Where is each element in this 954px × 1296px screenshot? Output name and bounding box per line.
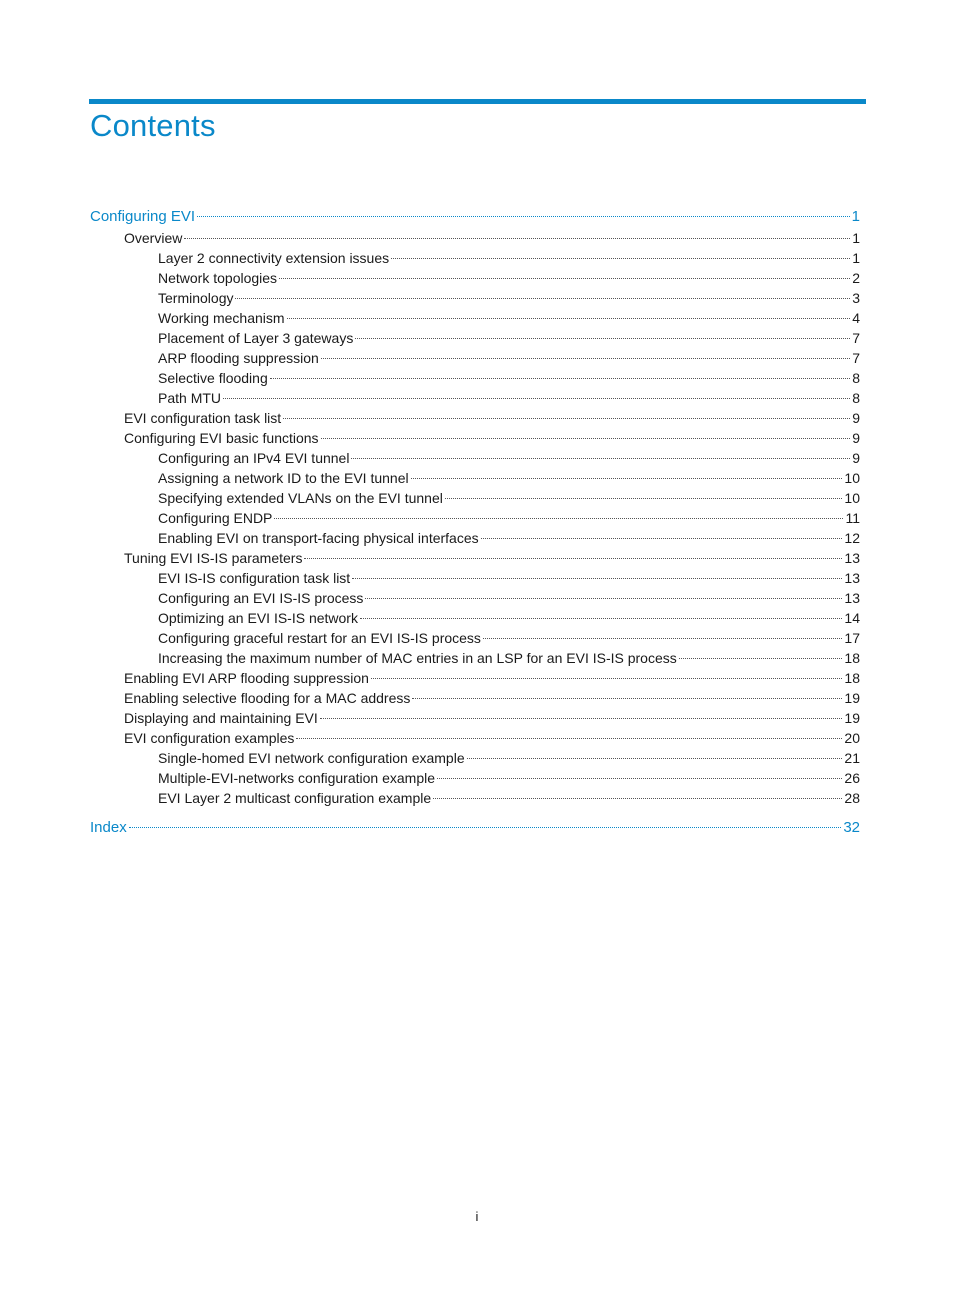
toc-entry[interactable] [90, 688, 860, 708]
toc-entry[interactable] [90, 728, 860, 748]
toc-entry-title: Assigning a network ID to the EVI tunnel [158, 470, 409, 486]
toc-entry-page: 7 [852, 350, 860, 366]
toc-entry-title: EVI configuration examples [124, 730, 295, 746]
toc-dot-leader [321, 358, 850, 359]
toc-entry[interactable] [90, 468, 860, 488]
toc-entry-title: Configuring graceful restart for an EVI IS-IS process [158, 630, 481, 646]
toc-entry[interactable] [90, 548, 860, 568]
toc-entry-page: 13 [844, 570, 860, 586]
toc-entry-title: Multiple-EVI-networks configuration example [158, 770, 436, 786]
toc-entry[interactable] [90, 568, 860, 588]
toc-entry-title: Configuring EVI basic functions [124, 430, 319, 446]
toc-entry-title: Specifying extended VLANs on the EVI tunnel [158, 490, 443, 506]
toc-entry[interactable] [90, 608, 860, 628]
toc-entry[interactable] [90, 448, 860, 468]
toc-dot-leader [371, 678, 843, 679]
toc-entry-page: 9 [852, 450, 860, 466]
top-rule [89, 99, 866, 104]
toc-dot-leader [411, 478, 843, 479]
toc-entry-title: Overview [124, 230, 183, 246]
toc-entry-page: 18 [844, 670, 860, 686]
toc-entry-page: 10 [844, 470, 860, 486]
toc-entry-title: Index [90, 819, 127, 836]
toc-entry[interactable] [90, 348, 860, 368]
toc-dot-leader [679, 658, 843, 659]
toc-dot-leader [481, 538, 843, 539]
toc-entry[interactable] [90, 268, 860, 288]
toc-entry-page: 32 [843, 819, 860, 836]
toc-entry[interactable] [90, 788, 860, 808]
toc-entry-title: Configuring ENDP [158, 510, 273, 526]
toc-entry-page: 12 [844, 530, 860, 546]
toc-entry[interactable] [90, 768, 860, 788]
toc-entry-page: 2 [852, 270, 860, 286]
toc-entry-title: Configuring an IPv4 EVI tunnel [158, 450, 350, 466]
toc-dot-leader [287, 318, 851, 319]
toc-entry-page: 4 [852, 310, 860, 326]
toc-entry[interactable] [90, 508, 860, 528]
toc-entry[interactable] [90, 368, 860, 388]
toc-entry[interactable] [90, 817, 860, 839]
toc-entry[interactable] [90, 248, 860, 268]
toc-entry-page: 13 [844, 550, 860, 566]
toc-entry-title: EVI configuration task list [124, 410, 282, 426]
toc-entry[interactable] [90, 288, 860, 308]
toc-entry-page: 20 [844, 730, 860, 746]
toc-dot-leader [274, 518, 843, 519]
table-of-contents [90, 206, 860, 839]
toc-entry[interactable] [90, 228, 860, 248]
toc-dot-leader [304, 558, 842, 559]
toc-entry-page: 1 [852, 230, 860, 246]
toc-dot-leader [197, 216, 850, 217]
toc-entry[interactable] [90, 668, 860, 688]
toc-entry-page: 18 [844, 650, 860, 666]
toc-entry-page: 9 [852, 430, 860, 446]
toc-entry-page: 26 [844, 770, 860, 786]
toc-entry-page: 14 [844, 610, 860, 626]
toc-entry[interactable] [90, 388, 860, 408]
toc-entry[interactable] [90, 308, 860, 328]
toc-entry-title: Placement of Layer 3 gateways [158, 330, 354, 346]
toc-entry-title: Increasing the maximum number of MAC entries in an LSP for an EVI IS-IS process [158, 650, 677, 666]
toc-entry[interactable] [90, 528, 860, 548]
toc-dot-leader [351, 458, 850, 459]
toc-entry-page: 13 [844, 590, 860, 606]
toc-dot-leader [437, 778, 842, 779]
toc-dot-leader [360, 618, 842, 619]
toc-entry-page: 19 [844, 710, 860, 726]
toc-entry-page: 11 [845, 510, 860, 526]
toc-entry-title: Path MTU [158, 390, 222, 406]
toc-entry-page: 8 [852, 390, 860, 406]
toc-entry-page: 21 [844, 750, 860, 766]
toc-dot-leader [445, 498, 843, 499]
toc-entry-title: Enabling EVI ARP flooding suppression [124, 670, 369, 686]
toc-dot-leader [296, 738, 842, 739]
toc-entry-title: ARP flooding suppression [158, 350, 319, 366]
toc-entry-page: 7 [852, 330, 860, 346]
toc-dot-leader [283, 418, 850, 419]
toc-dot-leader [184, 238, 850, 239]
toc-entry[interactable] [90, 708, 860, 728]
toc-entry[interactable] [90, 648, 860, 668]
toc-entry-title: Enabling EVI on transport-facing physical interfaces [158, 530, 479, 546]
toc-entry-title: Network topologies [158, 270, 278, 286]
toc-dot-leader [391, 258, 850, 259]
toc-entry-page: 19 [844, 690, 860, 706]
toc-entry[interactable] [90, 628, 860, 648]
toc-entry-title: Displaying and maintaining EVI [124, 710, 318, 726]
toc-entry[interactable] [90, 408, 860, 428]
toc-dot-leader [355, 338, 850, 339]
toc-entry-title: Configuring EVI [90, 208, 196, 225]
toc-entry[interactable] [90, 328, 860, 348]
toc-entry-page: 1 [851, 208, 860, 225]
toc-entry[interactable] [90, 428, 860, 448]
toc-entry-title: Single-homed EVI network configuration example [158, 750, 465, 766]
toc-entry-title: EVI Layer 2 multicast configuration example [158, 790, 432, 806]
toc-entry-page: 10 [844, 490, 860, 506]
toc-entry-page: 8 [852, 370, 860, 386]
toc-dot-leader [320, 718, 843, 719]
toc-entry-page: 3 [852, 290, 860, 306]
toc-entry-page: 17 [844, 630, 860, 646]
toc-entry-title: Working mechanism [158, 310, 285, 326]
toc-entry-title: Optimizing an EVI IS-IS network [158, 610, 358, 626]
toc-dot-leader [433, 798, 842, 799]
toc-entry[interactable] [90, 588, 860, 608]
toc-entry-title: EVI IS-IS configuration task list [158, 570, 351, 586]
toc-entry-page: 1 [852, 250, 860, 266]
toc-entry-page: 9 [852, 410, 860, 426]
toc-dot-leader [483, 638, 842, 639]
toc-dot-leader [467, 758, 843, 759]
toc-dot-leader [321, 438, 851, 439]
toc-dot-leader [279, 278, 850, 279]
toc-dot-leader [412, 698, 842, 699]
toc-dot-leader [223, 398, 850, 399]
toc-dot-leader [129, 827, 842, 828]
toc-entry-title: Layer 2 connectivity extension issues [158, 250, 390, 266]
page-title: Contents [90, 108, 216, 143]
page-number: i [475, 1209, 479, 1224]
toc-entry-title: Tuning EVI IS-IS parameters [124, 550, 303, 566]
toc-entry[interactable] [90, 206, 860, 228]
toc-entry-title: Selective flooding [158, 370, 268, 386]
toc-entry-title: Configuring an EVI IS-IS process [158, 590, 364, 606]
toc-dot-leader [365, 598, 842, 599]
toc-entry-page: 28 [844, 790, 860, 806]
toc-entry[interactable] [90, 488, 860, 508]
toc-entry-title: Terminology [158, 290, 234, 306]
toc-entry[interactable] [90, 748, 860, 768]
toc-dot-leader [235, 298, 850, 299]
toc-dot-leader [352, 578, 842, 579]
toc-dot-leader [270, 378, 850, 379]
toc-entry-title: Enabling selective flooding for a MAC address [124, 690, 411, 706]
